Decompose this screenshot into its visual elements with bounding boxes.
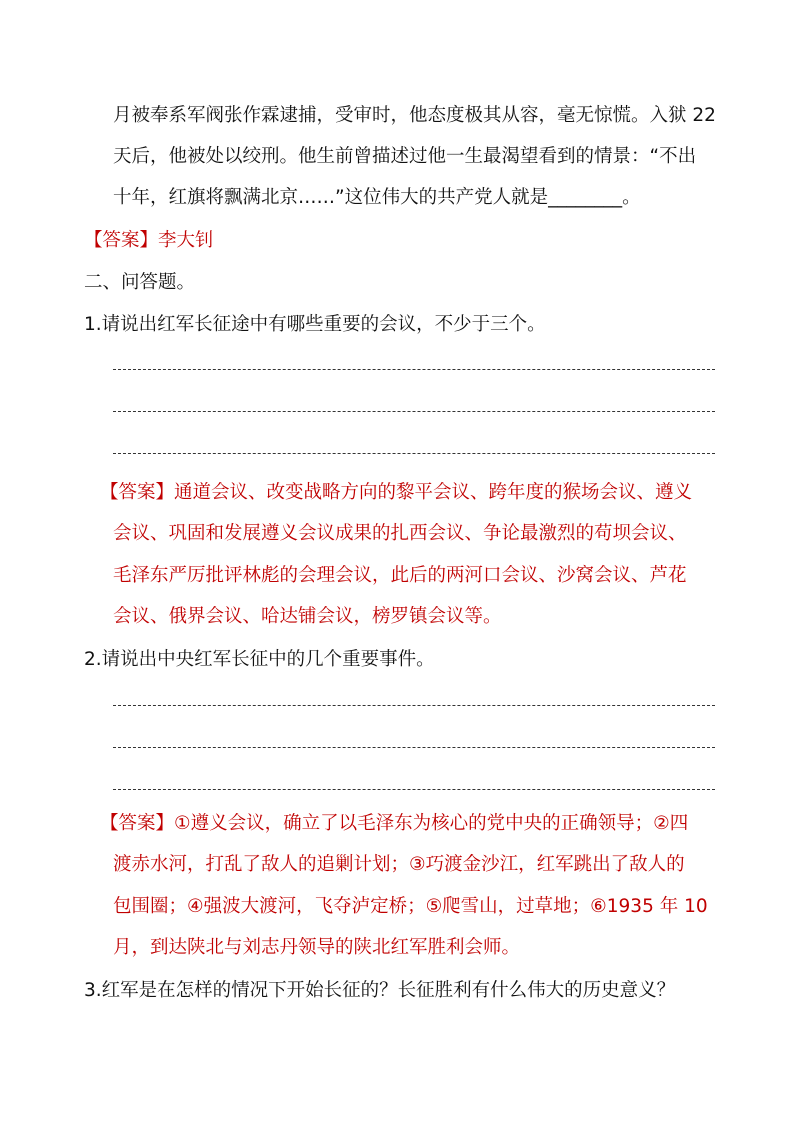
answer-1-line-3: 毛泽东严厉批评林彪的会理会议，此后的两河口会议、沙窝会议、芦花: [113, 565, 687, 586]
passage-line-3: 十年，红旗将飘满北京……”这位伟大的共产党人就是________。: [113, 187, 641, 208]
answer-fill-blank: [84, 229, 214, 253]
question-2: 2.请说出中央红军长征中的几个重要事件。: [84, 649, 435, 670]
passage-line-2: 天后，他被处以绞刑。他生前曾描述过他一生最渴望看到的情景：“不出: [113, 146, 697, 167]
answer-text: ①遵义会议，确立了以毛泽东为核心的党中央的正确领导；②四: [174, 813, 689, 834]
answer-blank-line: [113, 453, 715, 454]
answer-label: 【答案】: [84, 230, 159, 251]
answer-text: 通道会议、改变战略方向的黎平会议、跨年度的猴场会议、遵义: [174, 482, 693, 503]
answer-label: 【答案】: [100, 482, 175, 503]
answer-2-line-1: [100, 812, 688, 836]
answer-text: 李大钊: [158, 230, 214, 251]
answer-1-line-1: [100, 481, 692, 505]
passage-line-1: 月被奉系军阀张作霖逮捕，受审时，他态度极其从容，毫无惊慌。入狱 22: [113, 105, 716, 126]
question-1: 1.请说出红军长征途中有哪些重要的会议，不少于三个。: [84, 314, 546, 335]
answer-blank-line: [113, 411, 715, 412]
answer-blank-line: [113, 747, 715, 748]
answer-2-line-2: 渡赤水河，打乱了敌人的追剿计划；③巧渡金沙江，红军跳出了敌人的: [113, 854, 685, 875]
question-3: 3.红军是在怎样的情况下开始长征的？长征胜利有什么伟大的历史意义？: [84, 980, 676, 1001]
answer-1-line-2: 会议、巩固和发展遵义会议成果的扎西会议、争论最激烈的苟坝会议、: [113, 523, 687, 544]
answer-2-line-3: 包围圈；④强波大渡河，飞夺泸定桥；⑤爬雪山，过草地；⑥1935 年 10: [113, 896, 708, 917]
answer-blank-line: [113, 705, 715, 706]
section-title: 二、问答题。: [84, 272, 196, 293]
answer-blank-line: [113, 789, 715, 790]
answer-1-line-4: 会议、俄界会议、哈达铺会议，榜罗镇会议等。: [113, 606, 502, 627]
answer-2-line-4: 月，到达陕北与刘志丹领导的陕北红军胜利会师。: [113, 937, 521, 958]
answer-blank-line: [113, 369, 715, 370]
answer-label: 【答案】: [100, 813, 175, 834]
